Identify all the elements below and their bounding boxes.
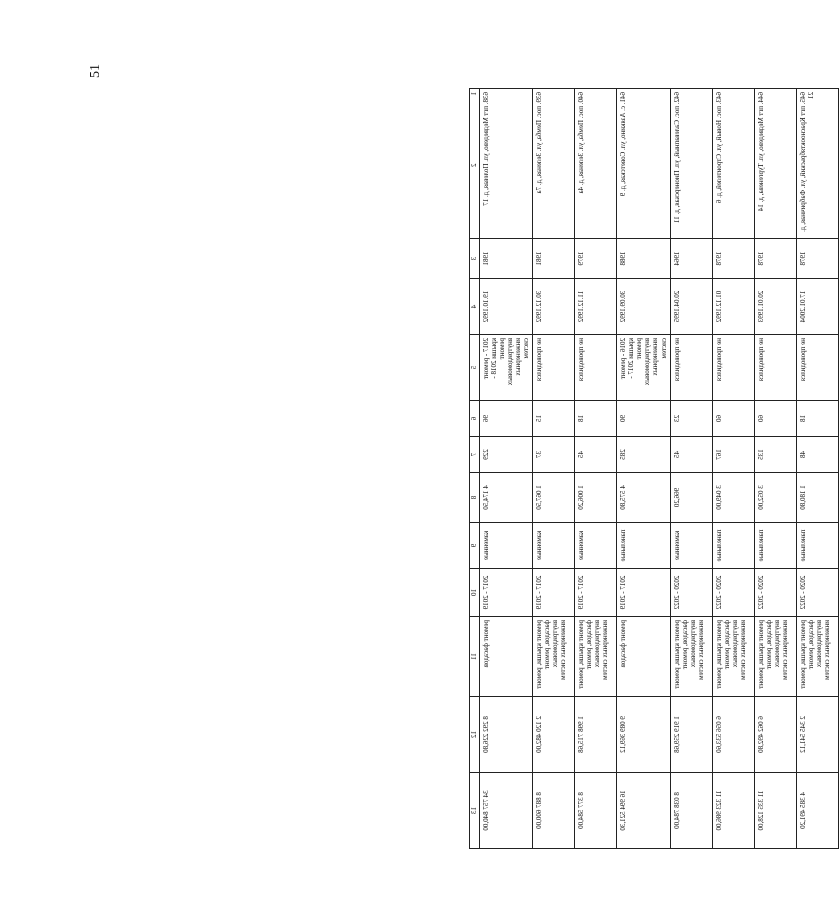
wall-cell: панельные [712,523,754,569]
address-text: пос. Пемба, ул. Зеленая, д. 7а [535,104,544,194]
row-number: 645. [798,92,807,105]
rotated-table-wrapper [469,88,831,848]
row-number: 642. [672,92,681,105]
row-number: 638. [482,92,490,105]
area-cell: 1 067,50 [533,473,575,523]
wall-cell: панельные [754,523,796,569]
address-cell [712,89,754,239]
work-cell: ремонт крыши, ремонт фасадов, ремонт внутридомовых инженерных систем [712,617,754,697]
area-cell: 1 006,20 [575,473,617,523]
floors-cell: 60 [754,401,796,437]
period-cell: 2017 - 2019 [480,569,533,617]
total-cell: 8 038 784,00 [670,773,712,849]
address-text: пос. Новый, ул. Строителей, д. 6 [714,104,723,204]
priv-cell: 01.12.1992 [712,279,754,335]
year-cell: 1978 [796,239,838,279]
year-cell: 1981 [533,239,575,279]
cost-cell: 2 345 541,12 [796,697,838,773]
address-cell [533,89,575,239]
table-body [480,89,839,849]
total-cell: 8 887 600,00 [533,773,575,849]
period-cell: 2017 - 2019 [617,569,670,617]
people-cell: 45 [575,437,617,473]
floors-cell: 23 [670,401,712,437]
cost-cell: 2 120 482,00 [533,697,575,773]
wall-cell: каменные [533,523,575,569]
priv-cell: 30.09.1992 [617,279,670,335]
area-cell: 966,20 [670,473,712,523]
priv-cell: 17.01.2004 [796,279,838,335]
year-cell: 1981 [480,239,533,279]
prev-cell: не проводился [712,335,754,401]
total-cell: 11 323 986,00 [712,773,754,849]
column-number: 4 [470,279,480,335]
row-number: 640. [577,92,586,105]
column-number: 9 [470,523,480,569]
period-cell: 2020 - 2022 [712,569,754,617]
table-row [617,89,670,849]
total-cell: 11 335 128,00 [754,773,796,849]
table-row [480,89,533,849]
people-cell: 167 [712,437,754,473]
wall-cell: каменные [480,523,533,569]
priv-cell: 19.10.1992 [480,279,533,335]
floors-cell: 18 [575,401,617,437]
column-number: 10 [470,569,480,617]
cost-cell: 8 292 226,80 [480,697,533,773]
people-cell: 48 [796,437,838,473]
address-cell [796,89,838,239]
wall-cell: панельные [617,523,670,569]
work-cell: ремонт фасадов [480,617,533,697]
work-cell: ремонт крыши, ремонт фасадов, ремонт внутридомовых инженерных систем [754,617,796,697]
cost-cell: 1 919 259,68 [670,697,712,773]
floors-cell: 90 [617,401,670,437]
area-cell: 1 180,80 [796,473,838,523]
people-cell: 37 [533,437,575,473]
total-cell: 16 994 521,30 [617,773,670,849]
prev-cell: не проводился [754,335,796,401]
cost-cell: 6 056 533,60 [712,697,754,773]
column-number: 1 [470,92,478,96]
address-cell [670,89,712,239]
prev-cell: не проводился [796,335,838,401]
total-cell: 4 385 491,20 [796,773,838,849]
work-cell: ремонт крыши, ремонт фасадов, ремонт внутридомовых инженерных систем [670,617,712,697]
repair-program-table [469,88,839,849]
table-row [575,89,617,849]
year-cell: 1964 [670,239,712,279]
year-cell: 1978 [712,239,754,279]
address-cell [754,89,796,239]
period-cell: 2020 - 2022 [796,569,838,617]
address-cell [575,89,617,239]
address-text: пос. Салевапный, ул. Пионерская, д. 11 [672,104,681,224]
people-cell: 135 [754,437,796,473]
wall-cell: панельные [796,523,838,569]
address-text: с. Азякино, ул. Советская, д. 9 [619,104,628,197]
address-text: пгт Медведево, ул. Тургенева, д. 14 [756,104,765,212]
page-number: 51 [88,64,103,78]
address-cell [617,89,670,239]
priv-cell: 20.04.1995 [670,279,712,335]
column-number: 7 [470,437,480,473]
prev-cell: не проводился [575,335,617,401]
area-cell: 4 575,80 [617,473,670,523]
area-cell: 3 049,00 [712,473,754,523]
work-cell: ремонт крыши, ремонт фасадов, ремонт внутридомовых инженерных систем [575,617,617,697]
total-cell: 34 757 840,00 [480,773,533,849]
year-cell: 1988 [617,239,670,279]
column-number-row [470,89,480,849]
prev-cell: не проводился [533,335,575,401]
row-number: 641. [619,92,628,105]
priv-cell: 20.01.1993 [754,279,796,335]
table-row [712,89,754,849]
people-cell: 229 [480,437,533,473]
column-number: 13 [470,773,480,849]
cost-cell: 9 089 369,12 [617,697,670,773]
period-cell: 2020 - 2022 [670,569,712,617]
period-cell: 2020 - 2022 [754,569,796,617]
work-cell: ремонт фасадов [617,617,670,697]
column-number: 3 [470,239,480,279]
address-text: пгт Краснооктябрьский, ул. Фабричная, д. 21 [798,92,815,232]
work-cell: ремонт крыши, ремонт фасадов, ремонт внутридомовых инженерных систем [533,617,575,697]
priv-cell: 11.12.1992 [575,279,617,335]
address-text: пос. Пемба, ул. Зеленая, д. 4а [577,104,586,194]
row-number: 643. [714,92,723,105]
prev-cell: 2016 - ремонт крыши 2017 - ремонт внутридомовых инженерных систем [617,335,670,401]
column-number: 6 [470,401,480,437]
column-number: 5 [470,335,480,401]
row-number: 639. [535,92,544,105]
column-number: 12 [470,697,480,773]
total-cell: 8 377 584,00 [575,773,617,849]
address-cell [480,89,533,239]
floors-cell: 96 [480,401,533,437]
prev-cell: 2017 - ремонт крыши 2018 - ремонт внутридомовых инженерных систем [480,335,533,401]
cost-cell: 1 998 715,68 [575,697,617,773]
row-number: 644. [756,92,765,105]
area-cell: 4 174,50 [480,473,533,523]
cost-cell: 6 062 492,80 [754,697,796,773]
year-cell: 1978 [754,239,796,279]
priv-cell: 30.12.1992 [533,279,575,335]
wall-cell: каменные [670,523,712,569]
people-cell: 285 [617,437,670,473]
period-cell: 2017 - 2019 [575,569,617,617]
people-cell: 45 [670,437,712,473]
column-number: 11 [470,617,480,697]
floors-cell: 15 [533,401,575,437]
column-number: 2 [470,163,478,167]
column-header [470,89,480,239]
floors-cell: 18 [796,401,838,437]
work-cell: ремонт крыши, ремонт фасадов, ремонт внутридомовых инженерных систем [796,617,838,697]
wall-cell: каменные [575,523,617,569]
table-row [796,89,838,849]
year-cell: 1979 [575,239,617,279]
address-text: пгт Медведево, ул. Полевая, д. 17 [482,104,490,206]
prev-cell: не проводился [670,335,712,401]
period-cell: 2017 - 2019 [533,569,575,617]
area-cell: 3 052,00 [754,473,796,523]
table-row [670,89,712,849]
table-row [533,89,575,849]
column-number: 8 [470,473,480,523]
table-row [754,89,796,849]
floors-cell: 60 [712,401,754,437]
